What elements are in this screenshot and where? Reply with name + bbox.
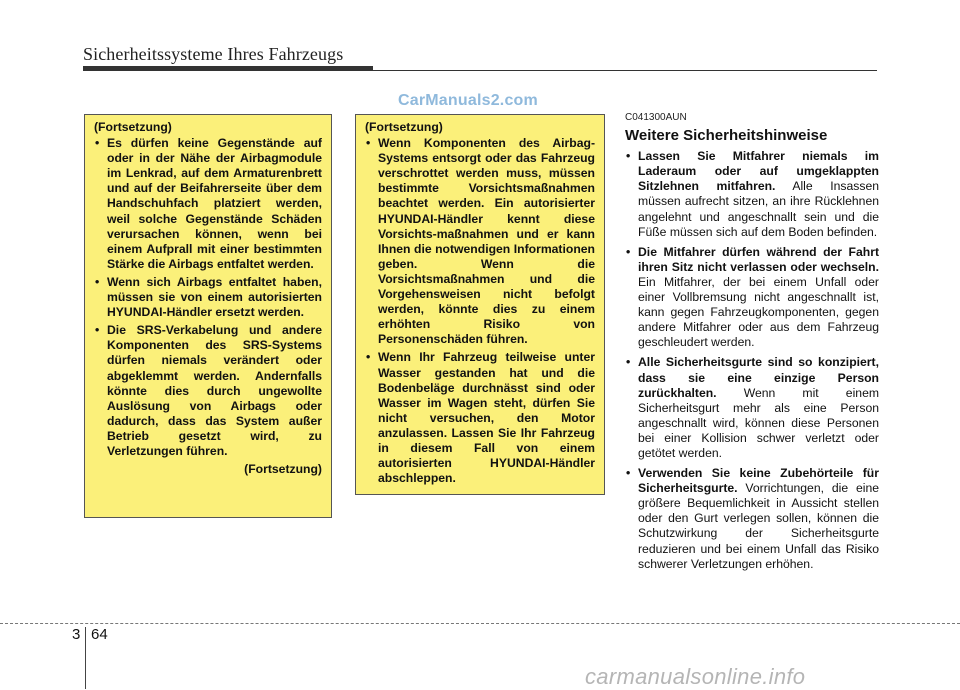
safety-item-text: Ein Mitfahrer, der bei einem Unfall oder einer Vollbremsung nicht angeschnallt ist, kann gegen Fahrzeugkomponenten, gegen andere Mitfahrer oder aus dem Fahrzeug geschleudert werden. bbox=[638, 274, 879, 350]
safety-item-lead: Lassen Sie Mitfahrer niemals im Laderaum oder auf umgeklappten Sitzlehnen mitfahren. bbox=[638, 149, 879, 194]
warning-list-middle bbox=[365, 136, 595, 486]
warning-box-left bbox=[84, 114, 332, 518]
warning-list-left bbox=[94, 136, 322, 459]
warning-item: • Es dürfen keine Gegenstände auf oder in der Nähe der Airbagmodule im Lenkrad, auf dem Armaturenbrett und auf der Beifahrerseite über dem Handschuhfach platziert werden, weil solche Gegenstände Schäden verursachen können, wenn bei einem Aufprall mit einer bestimmten Stärke die Airbags entfaltet werden. bbox=[94, 136, 322, 272]
page-number: 64 bbox=[91, 626, 108, 643]
warning-item: • Die SRS-Verkabelung und andere Komponenten des SRS-Systems dürfen niemals verändert oder abgeklemmt werden. Andernfalls könnte dies durch ungewollte Auslösung von Airbags oder dadurch, dass das System außer Betrieb gesetzt wird, zu Verletzungen führen. bbox=[94, 323, 322, 459]
safety-item bbox=[625, 149, 879, 240]
watermark-top: CarManuals2.com bbox=[398, 92, 538, 109]
footer-divider bbox=[85, 627, 86, 689]
safety-item-text: Alle Insassen müssen aufrecht sitzen, an ihre Rücklehnen angelehnt und angeschnallt sein und die Füße müssen sich auf dem Boden befinden. bbox=[638, 179, 880, 239]
safety-item-lead: Die Mitfahrer dürfen während der Fahrt ihren Sitz nicht verlassen oder wechseln. bbox=[638, 244, 879, 274]
safety-item-text: Vorrichtungen, die eine größere Bequemlichkeit in Aussicht stellen oder den Gurt verlegen sollen, können die Schutzwirkung der Sicherheitsgurte reduzieren und bei einem Unfall das Risiko schwerer Verletzungen erhöhen. bbox=[638, 481, 879, 571]
safety-section bbox=[625, 110, 879, 577]
safety-list bbox=[625, 149, 879, 572]
safety-item-lead: Verwenden Sie keine Zubehörteile für Sicherheitsgurte. bbox=[638, 466, 879, 496]
safety-item bbox=[625, 355, 879, 461]
footer-dashed-rule bbox=[0, 623, 960, 624]
continued-label-top: (Fortsetzung) bbox=[365, 120, 443, 134]
safety-item-lead: Alle Sicherheitsgurte sind so konzipiert, dass sie eine einzige Person zurückhalten. bbox=[638, 355, 879, 400]
warning-item: • Wenn sich Airbags entfaltet haben, müssen sie von einem autorisierten HYUNDAI-Händler ersetzt werden. bbox=[94, 275, 322, 320]
header-rule-thick bbox=[83, 66, 373, 71]
safety-item bbox=[625, 245, 879, 351]
continued-label-bottom: (Fortsetzung) bbox=[244, 462, 322, 477]
section-title: Weitere Sicherheitshinweise bbox=[625, 127, 828, 145]
section-number: 3 bbox=[72, 626, 81, 643]
safety-item bbox=[625, 466, 879, 572]
header-rule-thin bbox=[373, 70, 877, 71]
warning-item: • Wenn Komponenten des Airbag-Systems entsorgt oder das Fahrzeug verschrottet werden muss, müssen bestimmte Vorsichtsmaßnahmen beachtet werden. Ein autorisierter HYUNDAI-Händler kennt diese Vorsichts-maßnahmen und er kann Ihnen die notwendigen Informationen geben. Wenn die Vorsichtsmaßnahmen und die Vorgehensweisen nicht befolgt werden, könnte dies zu einem erhöhten Risiko von Personenschäden führen. bbox=[365, 136, 595, 347]
watermark-bottom: carmanualsonline.info bbox=[585, 664, 806, 689]
warning-box-middle bbox=[355, 114, 605, 495]
continued-label-top: (Fortsetzung) bbox=[94, 120, 172, 134]
page-header-title: Sicherheitssysteme Ihres Fahrzeugs bbox=[83, 44, 344, 64]
warning-item: • Wenn Ihr Fahrzeug teilweise unter Wasser gestanden hat und die Bodenbeläge durchnässt sind oder Wasser im Wagen steht, dürfen Sie nicht versuchen, den Motor anzulassen. Lassen Sie Ihr Fahrzeug in diesem Fall von einem autorisierten HYUNDAI-Händler abschleppen. bbox=[365, 350, 595, 486]
section-code: C041300AUN bbox=[625, 112, 687, 123]
safety-item-text: Wenn mit einem Sicherheitsgurt mehr als eine Person angeschnallt wird, können diese Personen bei einer Kollision schwer verletzt oder getötet werden. bbox=[638, 385, 879, 460]
